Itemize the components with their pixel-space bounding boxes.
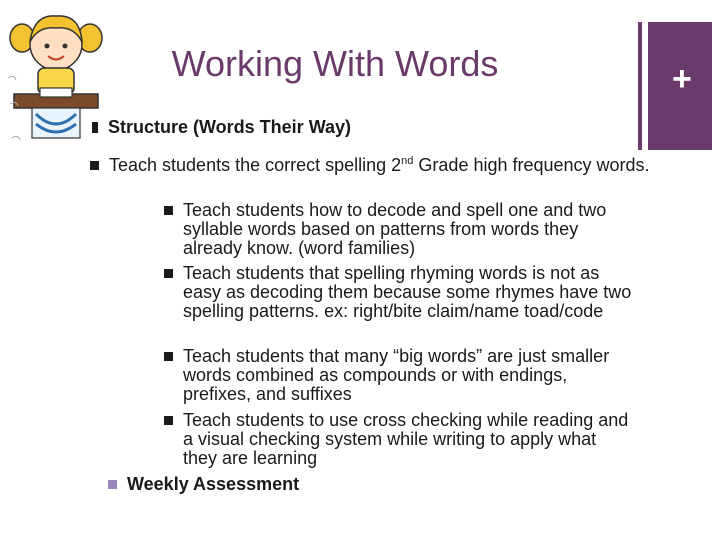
- sub-bullet-text: Teach students to use cross checking while reading and a visual checking system while writing to apply what they are learning: [183, 410, 629, 468]
- sub-bullet-text: Teach students that spelling rhyming words is not as easy as decoding them because some rhymes have two spelling patterns. ex: right/bite claim/name toad/code: [183, 263, 632, 321]
- sub-bullet-text: Teach students that many “big words” are just smaller words combined as compounds or with endings, prefixes, and suffixes: [183, 346, 610, 404]
- bullet-marker: [164, 269, 173, 278]
- slide-title: Working With Words: [171, 43, 499, 84]
- bullet-structure-text: Structure (Words Their Way): [108, 117, 352, 137]
- bullet-marker: [164, 416, 173, 425]
- bullet-weekly-assessment: [108, 475, 628, 494]
- sub-bullet: [164, 264, 634, 321]
- sub-bullet: [164, 201, 634, 258]
- bullet-teach-main-text: Teach students the correct spelling 2nd Grade high frequency words.: [109, 155, 650, 175]
- bullet-structure: [92, 118, 612, 137]
- bullet-marker: [164, 206, 173, 215]
- accent-bar-thin: [638, 22, 642, 150]
- bullet-marker: [92, 122, 98, 133]
- bullet-marker: [108, 480, 117, 489]
- bullet-marker: [164, 352, 173, 361]
- plus-icon: +: [672, 60, 692, 98]
- sub-bullet: [164, 347, 634, 404]
- bullet-weekly-text: Weekly Assessment: [127, 474, 300, 494]
- bullet-teach-main: [90, 156, 650, 175]
- bullet-marker: [90, 161, 99, 170]
- sub-bullet-text: Teach students how to decode and spell one and two syllable words based on patterns from words they already know. (word families): [183, 200, 607, 258]
- sub-bullet: [164, 411, 634, 468]
